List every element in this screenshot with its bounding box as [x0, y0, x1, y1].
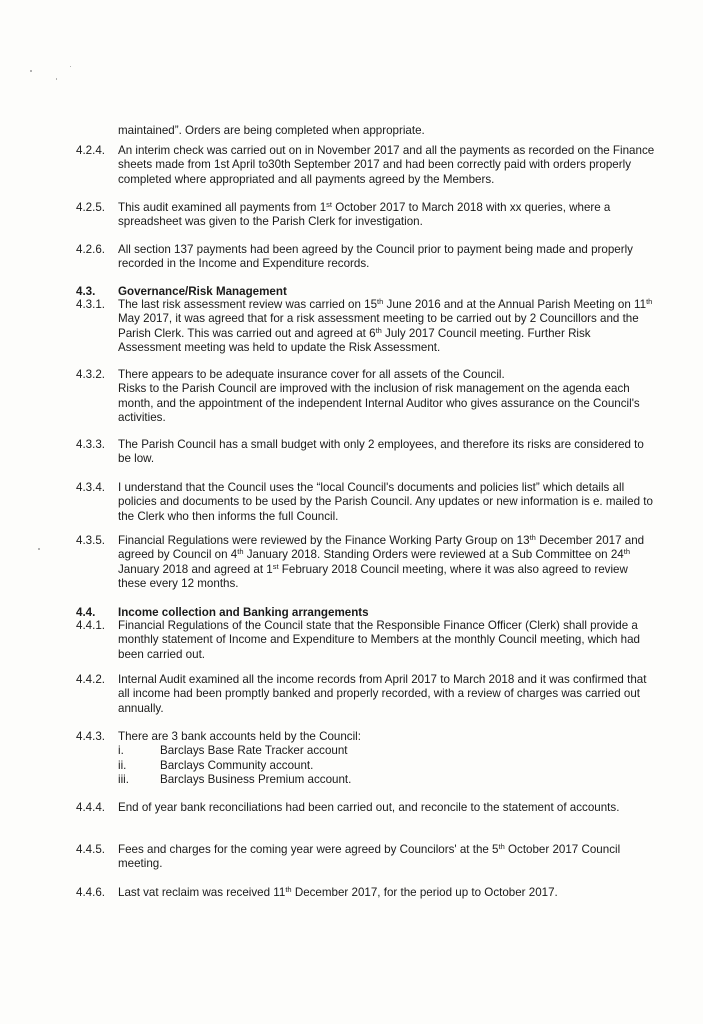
- section-4-4-4: [76, 801, 656, 815]
- section-number: 4.3.1.: [76, 298, 106, 311]
- section-text: I understand that the Council uses the “local Council's documents and policies list” which details all policies and documents to be used by the Parish Council. Any updates or new information is e. mailed to the Clerk who then informs the full Council.: [118, 481, 653, 523]
- section-text: End of year bank reconciliations had been carried out, and reconcile to the statement of accounts.: [118, 801, 620, 814]
- section-4-3-3: [76, 438, 656, 467]
- section-text: An interim check was carried out on in November 2017 and all the payments as recorded on the Finance sheets made from 1st April to30th September 2017 and had been correctly paid with orders properly completed where appropriated and all payments agreed by the Members.: [118, 144, 655, 186]
- section-text: Financial Regulations were reviewed by the Finance Working Party Group on 13th December 2017 and agreed by Council on 4th January 2018. Standing Orders were reviewed at a Sub Committee on 24th January 2018 and agreed at 1st February 2018 Council meeting, where it was also agreed to review these every 12 months.: [118, 533, 645, 590]
- list-marker: iii.: [118, 772, 129, 786]
- list-marker: ii.: [118, 758, 127, 772]
- bank-account-name: Barclays Business Premium account.: [160, 772, 352, 786]
- bank-account-item: [118, 759, 656, 773]
- continuation-paragraph: [76, 124, 656, 138]
- scan-speck: [70, 66, 71, 67]
- section-4-3-4: [76, 481, 656, 524]
- section-4-4-5: [76, 843, 656, 872]
- section-number: 4.4.2.: [76, 673, 106, 686]
- section-title: Income collection and Banking arrangements: [118, 606, 369, 619]
- section-text: Last vat reclaim was received 11th December 2017, for the period up to October 2017.: [118, 885, 558, 899]
- section-number: 4.3.2.: [76, 368, 106, 381]
- section-4-3-2: [76, 368, 656, 425]
- list-marker: i.: [118, 744, 124, 758]
- scan-speck: [30, 70, 32, 72]
- section-number: 4.4.1.: [76, 619, 106, 632]
- section-4-2-5: [76, 201, 656, 230]
- section-text: Financial Regulations of the Council state that the Responsible Finance Officer (Clerk) shall provide a monthly statement of Income and Expenditure to Members at the monthly Council meeting, which had been carried out.: [118, 619, 640, 661]
- section-4-3-5: [76, 534, 656, 591]
- section-text: The Parish Council has a small budget with only 2 employees, and therefore its risks are considered to be low.: [118, 438, 644, 466]
- section-number: 4.4.3.: [76, 730, 106, 743]
- section-4-2-4: [76, 144, 656, 187]
- section-number: 4.2.6.: [76, 243, 106, 256]
- section-text: Risks to the Parish Council are improved with the inclusion of risk management on the agenda each month, and the appointment of the independent Internal Auditor who gives assurance on the Council's activities.: [118, 382, 640, 424]
- section-title: Governance/Risk Management: [118, 285, 287, 298]
- section-number: 4.4.5.: [76, 843, 106, 856]
- section-4-4-2: [76, 673, 656, 716]
- section-4-4-6: [76, 886, 656, 900]
- section-text: The last risk assessment review was carried on 15th June 2016 and at the Annual Parish Meeting on 11th May 2017, it was agreed that for a risk assessment meeting to be carried out by 2 Councillors and the Parish Clerk. This was carried out and agreed at 6th July 2017 Council meeting. Further Risk Assessment meeting was held to update the Risk Assessment.: [118, 297, 653, 354]
- section-number: 4.3.5.: [76, 534, 106, 547]
- continuation-text: maintained”. Orders are being completed when appropriate.: [118, 124, 425, 137]
- section-4-4-3: [76, 730, 656, 787]
- section-4-2-6: [76, 243, 656, 272]
- section-text: There appears to be adequate insurance cover for all assets of the Council.: [118, 368, 505, 381]
- section-number: 4.3.3.: [76, 438, 106, 451]
- section-text: Internal Audit examined all the income records from April 2017 to March 2018 and it was confirmed that all income had been promptly banked and properly recorded, with a review of charges was carried out annually.: [118, 673, 647, 715]
- section-number: 4.2.4.: [76, 144, 106, 157]
- section-4-4-1: [76, 619, 656, 662]
- section-4-3-1: [76, 298, 656, 355]
- section-number: 4.3.: [76, 285, 96, 298]
- scan-speck: [56, 78, 57, 80]
- bank-account-item: [118, 773, 656, 787]
- section-number: 4.4.6.: [76, 886, 106, 899]
- section-number: 4.3.4.: [76, 481, 106, 494]
- bank-account-name: Barclays Base Rate Tracker account: [160, 744, 348, 758]
- section-text: This audit examined all payments from 1st October 2017 to March 2018 with xx queries, where a spreadsheet was given to the Parish Clerk for investigation.: [118, 200, 611, 229]
- section-number: 4.2.5.: [76, 201, 106, 214]
- scan-speck: [38, 548, 40, 550]
- section-number: 4.4.: [76, 606, 96, 619]
- section-text: All section 137 payments had been agreed by the Council prior to payment being made and properly recorded in the Income and Expenditure records.: [118, 243, 633, 271]
- section-text: Fees and charges for the coming year were agreed by Councilors' at the 5th October 2017 Council meeting.: [118, 842, 621, 871]
- bank-account-item: [118, 744, 656, 758]
- section-number: 4.4.4.: [76, 801, 106, 814]
- bank-account-name: Barclays Community account.: [160, 758, 314, 772]
- section-text: There are 3 bank accounts held by the Council:: [118, 730, 361, 743]
